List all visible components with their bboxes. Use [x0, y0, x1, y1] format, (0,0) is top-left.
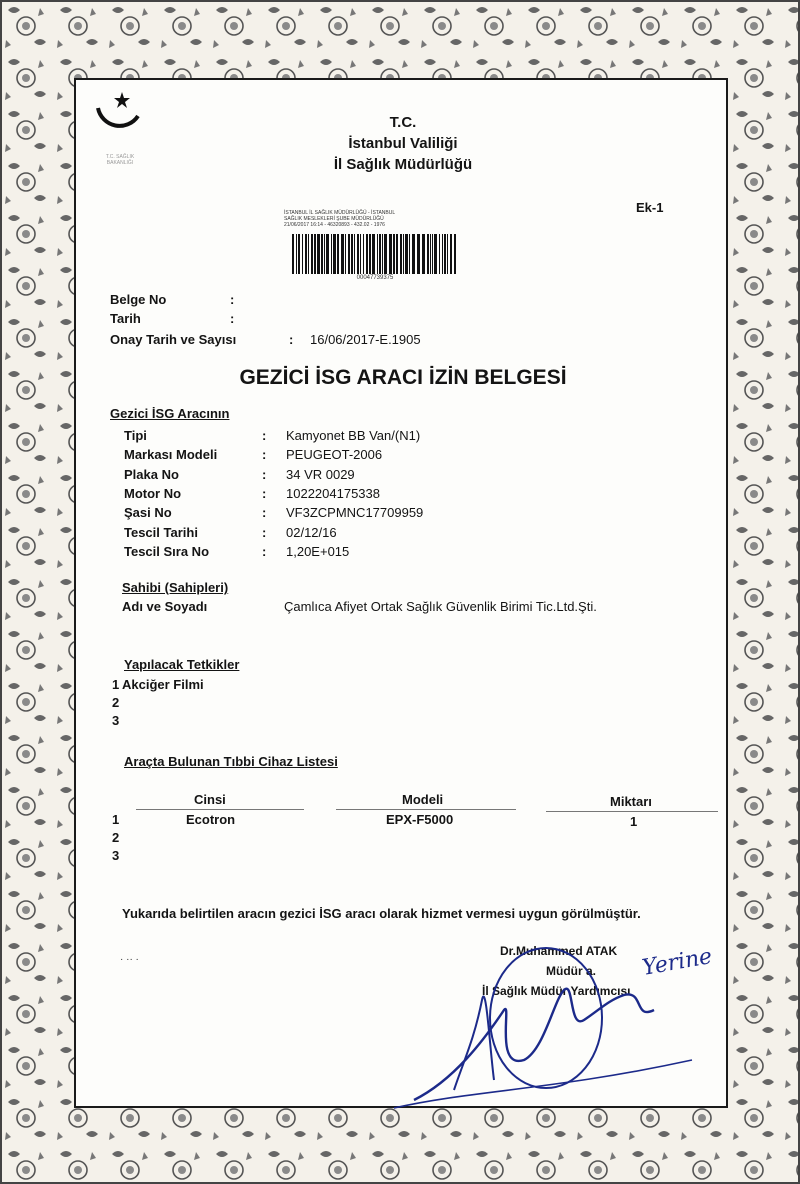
col-rule-modeli — [336, 809, 516, 810]
vehicle-field-value: 1,20E+015 — [286, 543, 350, 559]
barcode-bar — [403, 234, 404, 274]
barcode-bar — [308, 234, 309, 274]
vehicle-field-colon: : — [262, 447, 267, 463]
owner-name-label: Adı ve Soyadı — [122, 599, 208, 614]
vehicle-field-label: Şasi No — [124, 505, 172, 521]
barcode-bar — [450, 234, 452, 274]
vehicle-field-label: Tipi — [124, 428, 147, 443]
vehicle-field-colon: : — [262, 524, 267, 540]
barcode-bar — [305, 234, 307, 274]
examinations-section-title: Yapılacak Tetkikler — [124, 657, 240, 672]
barcode-bar — [354, 234, 355, 274]
tarih-label: Tarih — [110, 311, 141, 326]
belge-no-label: Belge No — [110, 292, 167, 307]
barcode-bar — [442, 234, 443, 274]
vehicle-field-label: Tescil Sıra No — [124, 543, 210, 559]
signature-image — [394, 940, 694, 1110]
barcode-bar — [321, 234, 323, 274]
barcode-bar — [360, 234, 361, 274]
vehicle-section-title: Gezici İSG Aracının — [110, 406, 230, 421]
device-row-cinsi: Ecotron — [186, 812, 236, 827]
barcode-bar — [405, 234, 408, 274]
exam-item-number: 1 — [112, 677, 120, 692]
barcode-bar — [331, 234, 332, 274]
barcode-bar — [366, 234, 368, 274]
signatory-name: Dr.Muhammed ATAK — [500, 944, 618, 958]
document-title: GEZİCİ İSG ARACI İZİN BELGESİ — [239, 366, 567, 389]
barcode-bar — [348, 234, 350, 274]
barcode-bar — [372, 234, 375, 274]
barcode-bar — [326, 234, 329, 274]
vehicle-field-colon: : — [262, 485, 267, 501]
vehicle-field-label: Markası Modeli — [124, 447, 218, 463]
device-row-number: 3 — [112, 848, 120, 863]
vehicle-field-label: Plaka No — [124, 466, 179, 482]
header-health-directorate: İl Sağlık Müdürlüğü — [333, 156, 473, 173]
barcode-bar — [317, 234, 320, 274]
vehicle-field-colon: : — [262, 543, 267, 559]
barcode-bar — [389, 234, 392, 274]
barcode-bar — [333, 234, 336, 274]
speck-mark: · ·· · — [120, 954, 139, 965]
barcode-bar — [430, 234, 431, 274]
barcode-bar — [434, 234, 437, 274]
handwritten-note: Yerine — [640, 944, 715, 981]
barcode-bar — [337, 234, 339, 274]
col-rule-miktari — [546, 811, 718, 812]
owner-name-value: Çamlıca Afiyet Ortak Sağlık Güvenlik Birimi Tic.Ltd.Şti. — [284, 599, 597, 614]
barcode-bar — [302, 234, 303, 274]
col-rule-cinsi — [136, 809, 304, 810]
col-modeli: Modeli — [402, 792, 444, 807]
header-governorship: İstanbul Valiliği — [348, 135, 458, 152]
barcode-bar — [311, 234, 313, 274]
device-row-modeli: EPX-F5000 — [386, 812, 454, 827]
barcode-bar — [417, 234, 420, 274]
vehicle-field-value: 34 VR 0029 — [286, 466, 355, 482]
tarih-value: : — [230, 311, 235, 326]
barcode-bar — [314, 234, 316, 274]
barcode-bar — [369, 234, 371, 274]
exam-item-number: 2 — [112, 695, 120, 710]
device-row-number: 1 — [112, 812, 120, 827]
vehicle-field-value: VF3ZCPMNC17709959 — [286, 505, 424, 521]
onay-label: Onay Tarih ve Sayısı — [110, 332, 237, 347]
devices-section-title: Araçta Bulunan Tıbbi Cihaz Listesi — [124, 754, 338, 769]
barcode-bar — [351, 234, 353, 274]
barcode-bar — [447, 234, 448, 274]
col-cinsi: Cinsi — [194, 792, 226, 807]
barcode-bar — [422, 234, 425, 274]
vehicle-field-label: Tescil Tarihi — [124, 524, 198, 540]
barcode-bar — [444, 234, 446, 274]
barcode-bar — [454, 234, 456, 274]
barcode-bar — [324, 234, 325, 274]
barcode-bar — [377, 234, 378, 274]
barcode-header: İSTANBUL İL SAĞLIK MÜDÜRLÜĞÜ - İSTANBUL SAĞLIK MESLEKLERİ ŞUBE MÜDÜRLÜĞÜ 21/06/2017 16:14 - 46320893 - 432.02 - 1976 — [284, 210, 396, 228]
belge-no-value: : — [230, 292, 235, 307]
barcode-bar — [384, 234, 387, 274]
onay-value: 16/06/2017-E.1905 — [310, 332, 421, 347]
barcode-bar — [296, 234, 297, 274]
barcode-bar — [382, 234, 383, 274]
vehicle-field-colon: : — [262, 428, 267, 443]
barcode-bar — [357, 234, 359, 274]
signatory-title-1: Müdür a. — [546, 964, 596, 978]
barcode-bar — [432, 234, 433, 274]
certificate-page — [74, 78, 728, 1108]
signatory-title-2: İl Sağlık Müdür Yardımcısı — [482, 984, 631, 998]
barcode — [292, 234, 458, 274]
vehicle-field-colon: : — [262, 466, 267, 482]
exam-item-text: Akciğer Filmi — [122, 677, 204, 692]
barcode-bar — [409, 234, 410, 274]
exam-item-number: 3 — [112, 713, 120, 728]
annex-label: Ek-1 — [636, 200, 664, 215]
barcode-bar — [396, 234, 398, 274]
vehicle-field-label: Motor No — [124, 485, 182, 501]
device-row-miktari: 1 — [630, 814, 638, 829]
vehicle-field-value: 02/12/16 — [286, 524, 337, 540]
barcode-number: 00047739375 — [356, 275, 394, 281]
barcode-bar — [400, 234, 402, 274]
barcode-bar — [393, 234, 395, 274]
barcode-bar — [292, 234, 294, 274]
barcode-bar — [345, 234, 346, 274]
barcode-bar — [379, 234, 381, 274]
logo-caption: T.C. SAĞLIK BAKANLIĞI — [105, 154, 135, 166]
onay-colon: : — [289, 332, 294, 347]
barcode-bar — [363, 234, 364, 274]
barcode-bar — [298, 234, 300, 274]
vehicle-field-colon: : — [262, 505, 267, 521]
barcode-bar — [412, 234, 415, 274]
vehicle-field-value: PEUGEOT-2006 — [286, 447, 383, 463]
barcode-bar — [341, 234, 344, 274]
col-miktari: Miktarı — [610, 794, 652, 809]
owner-section-title: Sahibi (Sahipleri) — [122, 580, 229, 595]
approval-statement: Yukarıda belirtilen aracın gezici İSG aracı olarak hizmet vermesi uygun görülmüştür. — [122, 906, 641, 921]
barcode-bar — [439, 234, 440, 274]
vehicle-field-value: 1022204175338 — [286, 485, 380, 501]
barcode-bar — [427, 234, 429, 274]
vehicle-field-value: Kamyonet BB Van/(N1) — [286, 428, 421, 443]
device-row-number: 2 — [112, 830, 120, 845]
header-tc: T.C. — [389, 114, 417, 131]
